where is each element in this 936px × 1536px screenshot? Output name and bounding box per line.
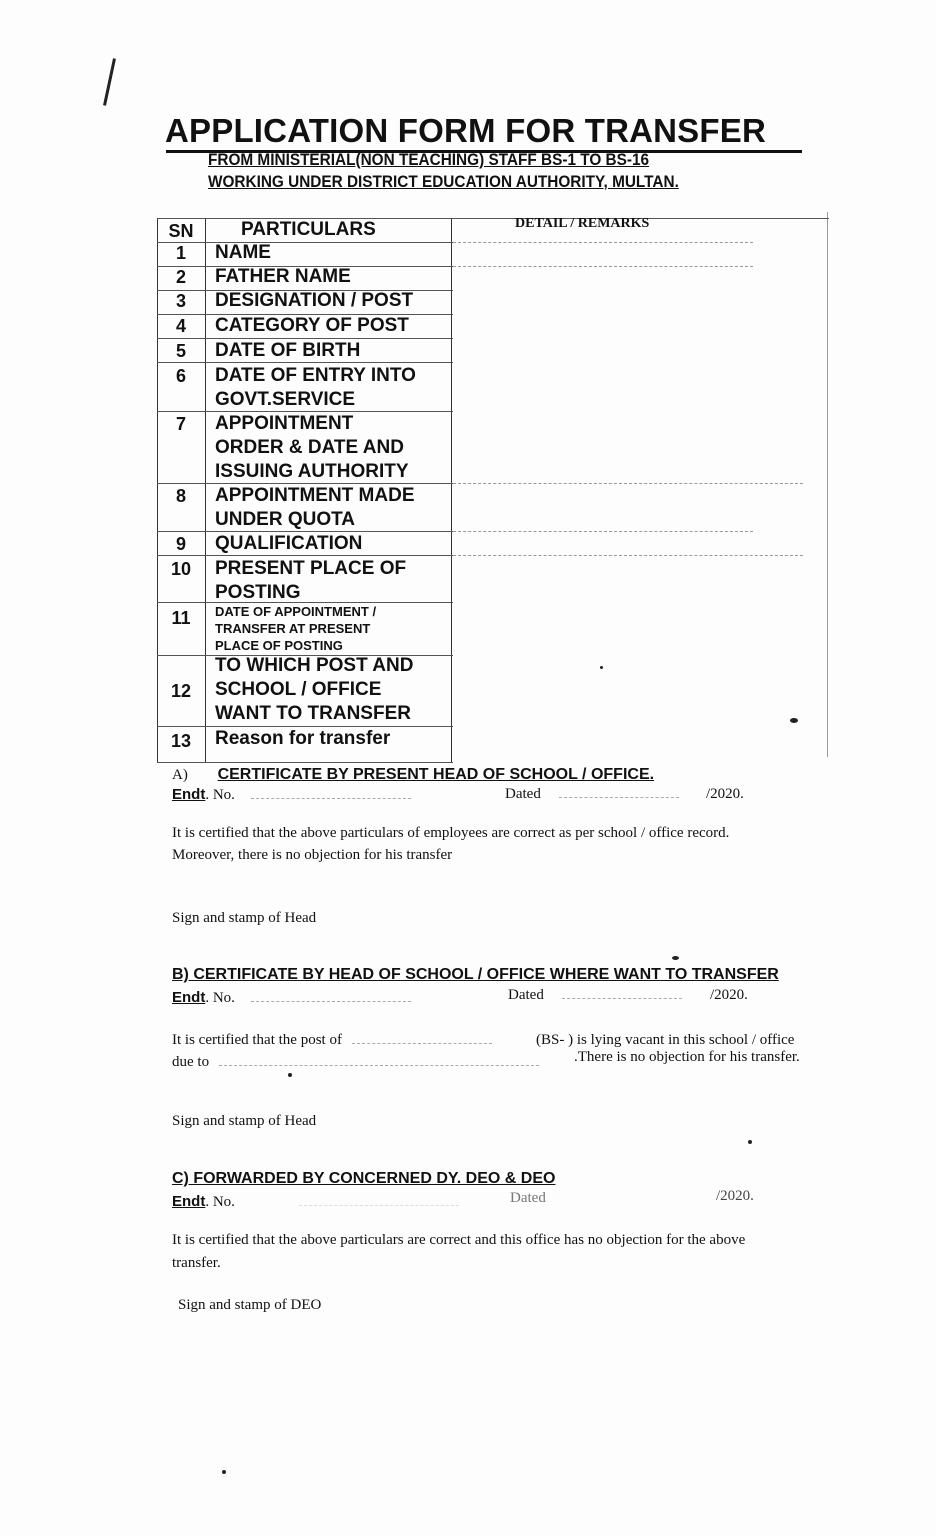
section-c-text-line2: transfer. [172,1255,221,1271]
row-5-particulars: DATE OF BIRTH [215,340,361,361]
post-of-label: It is certified that the post of [172,1032,342,1048]
section-c-dated: Dated [510,1190,546,1206]
row-10-sn: 10 [170,559,192,579]
section-a-year: /2020. [706,786,744,802]
row-7-particulars-line1: APPOINTMENT [215,413,354,434]
row-divider [453,555,803,556]
form-title: APPLICATION FORM FOR TRANSFER [165,112,766,149]
row-3-sn: 3 [175,291,186,311]
dated-field[interactable] [559,787,679,798]
row-6-particulars-line1: DATE OF ENTRY INTO [215,365,416,386]
endt-no-label: . No. [205,1194,235,1210]
table-border-bottom [157,762,453,763]
row-1-particulars: NAME [215,242,271,263]
endt-label: Endt [172,786,206,803]
section-b-text-line2 [172,1051,539,1073]
section-a-label: A) [172,767,188,783]
row-divider [453,266,753,267]
row-5-sn: 5 [175,341,186,361]
table-divider-particulars [451,218,452,763]
scan-speck [288,1073,292,1077]
row-7-particulars-line3: ISSUING AUTHORITY [215,461,409,482]
section-b-heading-row [172,966,779,984]
row-4-sn: 4 [175,316,186,336]
column-header-particulars: PARTICULARS [241,219,376,240]
section-b-sign: Sign and stamp of Head [172,1113,317,1129]
section-c-sign: Sign and stamp of DEO [178,1297,322,1313]
scan-speck [790,718,798,723]
row-6-sn: 6 [175,366,186,386]
section-b-text-line1 [172,1029,492,1051]
endt-no-field[interactable] [299,1195,459,1206]
section-c-year: /2020. [716,1188,754,1204]
row-divider [453,531,753,532]
endt-no-label: . No. [205,787,235,803]
section-a-dated [505,786,679,803]
section-b-endt-row [172,989,411,1007]
row-13-sn: 13 [170,731,192,751]
section-a-sign: Sign and stamp of Head [172,910,317,926]
row-4-particulars: CATEGORY OF POST [215,315,409,336]
row-9-sn: 9 [175,534,186,554]
table-divider-sn [205,218,206,763]
section-a-endt-row [172,786,411,804]
row-10-particulars-line2: POSTING [215,582,301,603]
dated-label: Dated [508,987,544,1003]
section-b-text-line1-end: (BS- ) is lying vacant in this school / office [536,1032,795,1048]
section-a-heading-row [172,766,654,784]
section-c-endt-row [172,1193,459,1211]
scan-speck [748,1140,752,1144]
section-b-year: /2020. [710,987,748,1003]
due-to-label: due to [172,1054,210,1070]
endt-no-field[interactable] [251,991,411,1002]
section-a-text-line2: Moreover, there is no objection for his transfer [172,847,453,863]
pen-mark [103,58,116,106]
row-11-particulars-line2: TRANSFER AT PRESENT [215,621,371,636]
form-subtitle-line2: WORKING UNDER DISTRICT EDUCATION AUTHORITY, MULTAN. [208,173,679,191]
row-8-sn: 8 [175,486,186,506]
row-7-sn: 7 [175,414,186,434]
due-to-field[interactable] [219,1055,539,1066]
row-12-particulars-line1: TO WHICH POST AND [215,655,414,676]
section-b-text-line2-end: .There is no objection for his transfer. [574,1049,800,1065]
section-c-heading: C) FORWARDED BY CONCERNED DY. DEO & DEO [172,1170,556,1187]
table-border-right [827,212,828,757]
endt-no-field[interactable] [251,788,411,799]
section-c-text-line1: It is certified that the above particulars are correct and this office has no objection for the above [172,1232,746,1248]
row-10-particulars-line1: PRESENT PLACE OF [215,558,407,579]
row-8-particulars-line1: APPOINTMENT MADE [215,485,415,506]
row-12-particulars-line2: SCHOOL / OFFICE [215,679,382,700]
form-subtitle-line1: FROM MINISTERIAL(NON TEACHING) STAFF BS-1 TO BS-16 [208,151,650,169]
row-12-particulars-line3: WANT TO TRANSFER [215,703,411,724]
section-b-heading: B) CERTIFICATE BY HEAD OF SCHOOL / OFFICE WHERE WANT TO TRANSFER [172,966,779,983]
endt-label: Endt [172,989,206,1006]
row-2-particulars: FATHER NAME [215,266,351,287]
scan-speck [222,1470,226,1474]
particulars-table [157,218,829,758]
scan-speck [672,956,679,960]
row-divider [453,483,803,484]
dated-field[interactable] [562,988,682,999]
row-3-particulars: DESIGNATION / POST [215,290,414,311]
row-8-particulars-line2: UNDER QUOTA [215,509,356,530]
endt-label: Endt [172,1193,206,1210]
row-divider [453,242,753,243]
row-12-sn: 12 [170,681,192,701]
section-a-heading: CERTIFICATE BY PRESENT HEAD OF SCHOOL / OFFICE. [217,766,655,783]
row-13-particulars: Reason for transfer [215,728,391,749]
section-b-dated [508,987,682,1004]
row-7-particulars-line2: ORDER & DATE AND [215,437,404,458]
row-6-particulars-line2: GOVT.SERVICE [215,389,356,410]
row-11-particulars-line1: DATE OF APPOINTMENT / [215,604,377,619]
column-header-detail: DETAIL / REMARKS [515,216,650,231]
endt-no-label: . No. [205,990,235,1006]
row-11-particulars-line3: PLACE OF POSTING [215,638,343,653]
row-1-sn: 1 [175,243,186,263]
section-c-heading-row [172,1170,555,1188]
section-a-text-line1: It is certified that the above particulars of employees are correct as per school / office record. [172,825,730,841]
scan-speck [600,666,603,669]
row-9-particulars: QUALIFICATION [215,533,363,554]
row-2-sn: 2 [175,267,186,287]
post-field[interactable] [352,1033,492,1044]
column-header-sn: SN [168,221,194,241]
dated-label: Dated [505,786,541,802]
row-11-sn: 11 [171,608,191,628]
